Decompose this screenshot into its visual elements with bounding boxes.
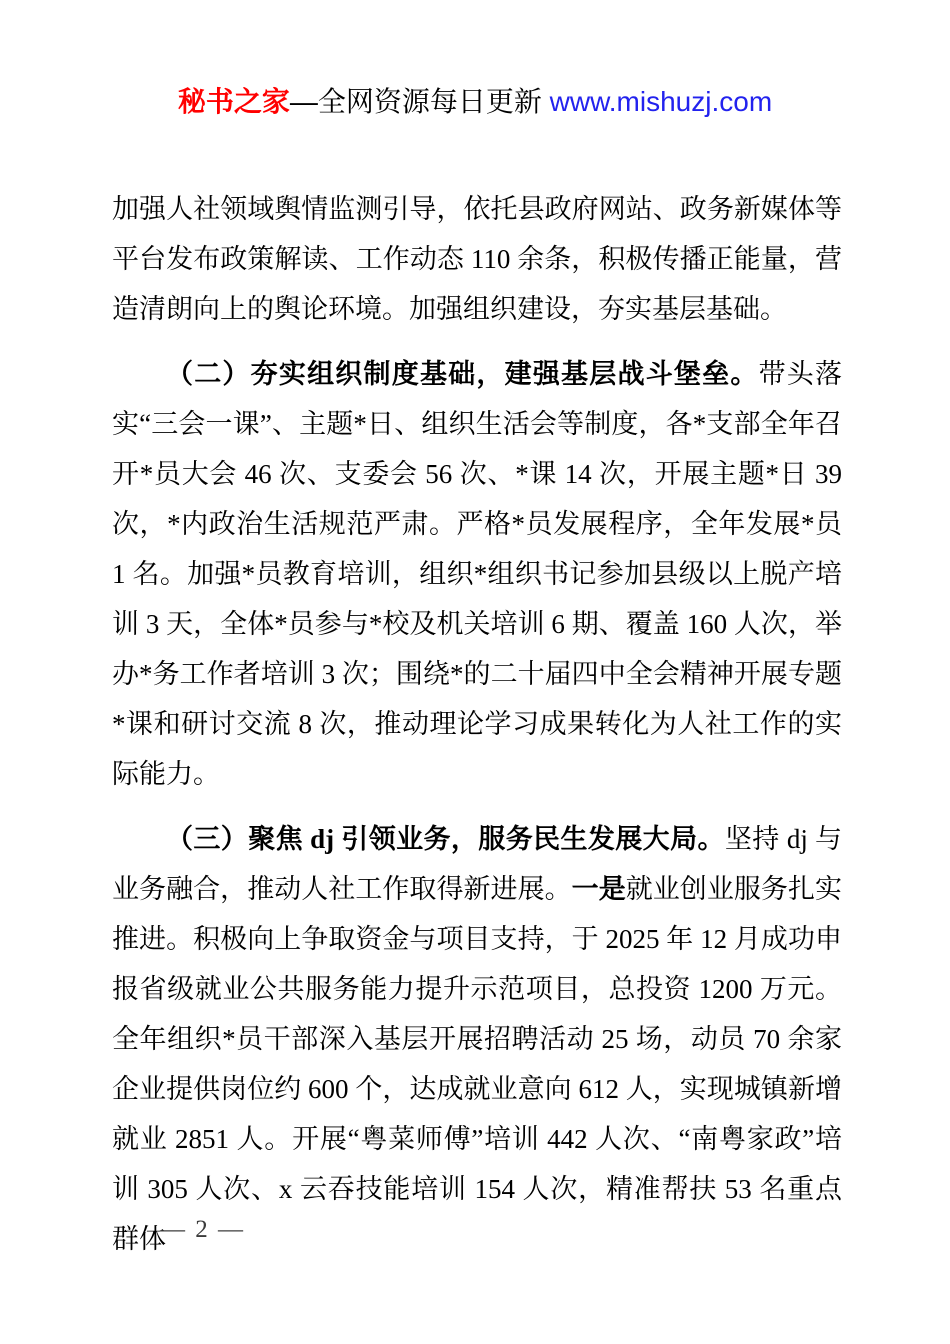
- body-text: 带头落实“三会一课”、主题*日、组织生活会等制度，各*支部全年召开*员大会 46 次、支委会 56 次、*课 14 次，开展主题*日 39 次，*内政治生活规范严肃。严格*员发展程序，全年发展*员 1 名。加强*员教育培训，组织*组织书记参加县级以上脱产培训 3 天，全体*员参与*校及机关培训 6 期、覆盖 160 人次，举办*务工作者培训 3 次；围绕*的二十届四中全会精神开展专题*课和研讨交流 8 次，推动理论学习成果转化为人社工作的实际能力。: [112, 359, 843, 789]
- body-text: 加强人社领域舆情监测引导，依托县政府网站、政务新媒体等平台发布政策解读、工作动态 110 余条，积极传播正能量，营造清朗向上的舆论环境。加强组织建设，夯实基层基础。: [112, 194, 842, 324]
- site-url-link[interactable]: www.mishuzj.com: [549, 86, 773, 117]
- page-footer: [160, 1216, 245, 1244]
- paragraph: [112, 349, 842, 799]
- document-body-text: [112, 184, 842, 1264]
- body-text: 就业创业服务扎实推进。积极向上争取资金与项目支持，于 2025 年 12 月成功申报省级就业公共服务能力提升示范项目，总投资 1200 万元。全年组织*员干部深入基层开展招聘活动 25 场，动员 70 余家企业提供岗位约 600 个，达成就业意向 612 人，实现城镇新增就业 2851 人。开展“粤菜师傅”培训 442 人次、“南粤家政”培训 305 人次、x 云吞技能培训 154 人次，精准帮扶 53 名重点群体: [112, 874, 843, 1254]
- page-header: [0, 84, 950, 120]
- header-tagline: —全网资源每日更新: [289, 86, 550, 117]
- bold-lead-text: （二）夯实组织制度基础，建强基层战斗堡垒。: [166, 359, 759, 389]
- paragraph: [112, 184, 842, 334]
- body-text: 坚持 dj 与业务融合，推动人社工作取得新进展。: [112, 824, 842, 904]
- bold-lead-text: 一是: [571, 874, 626, 904]
- paragraph: [112, 814, 842, 1264]
- page-number: — 2 —: [160, 1216, 245, 1243]
- bold-lead-text: （三）聚焦 dj 引领业务，服务民生发展大局。: [166, 824, 725, 854]
- site-brand: 秘书之家: [177, 86, 290, 117]
